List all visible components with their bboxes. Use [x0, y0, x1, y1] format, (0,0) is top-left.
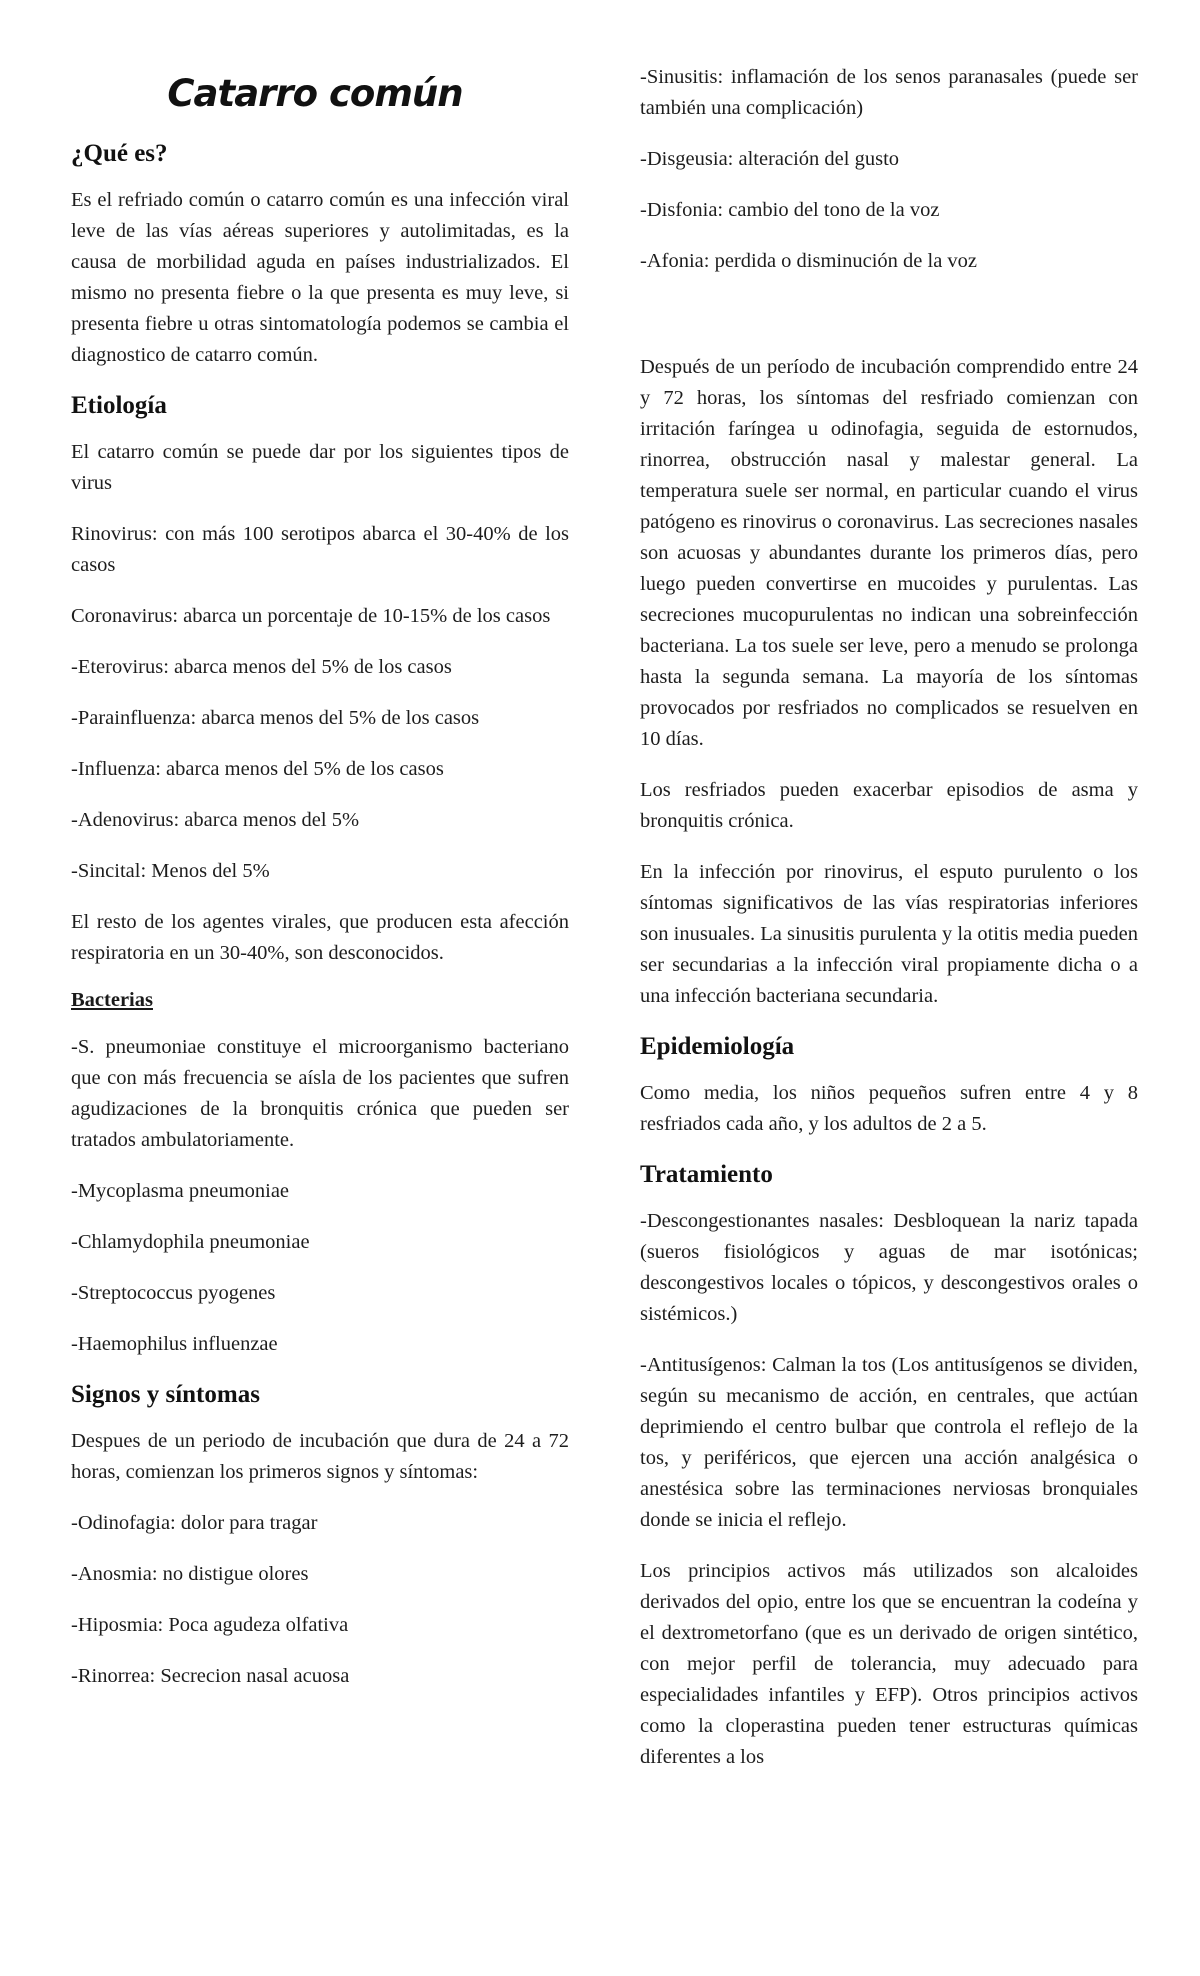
paragraph-signs-intro: Despues de un periodo de incubación que dura de 24 a 72 horas, comienzan los primeros signos y síntomas:: [71, 1430, 569, 1483]
section-heading-signs: Signos y síntomas: [71, 1381, 260, 1408]
right-column: [640, 62, 1138, 1793]
paragraph-epidemiology: Como media, los niños pequeños sufren entre 4 y 8 resfriados cada año, y los adultos de 2 a 5.: [640, 1082, 1138, 1135]
list-item-bacteria: -Chlamydophila pneumoniae: [71, 1231, 310, 1253]
list-item-treatment: -Antitusígenos: Calman la tos (Los antitusígenos se dividen, según su mecanismo de acción, en centrales, que actúan deprimiendo el centro bulbar que controla el reflejo de la tos, y periféricos, que ejercen una acción analgésica o anestésica sobre las terminaciones nerviosas bronquiales donde se inicia el reflejo.: [640, 1354, 1138, 1531]
list-item-bacteria: -Streptococcus pyogenes: [71, 1282, 276, 1304]
section-heading-etiology: Etiología: [71, 392, 167, 419]
paragraph-asthma: Los resfriados pueden exacerbar episodios de asma y bronquitis crónica.: [640, 779, 1138, 832]
section-heading-epidemiology: Epidemiología: [640, 1033, 795, 1060]
list-item-sign: -Rinorrea: Secrecion nasal acuosa: [71, 1665, 350, 1687]
spacer: [640, 297, 1138, 352]
list-item-sign: -Sinusitis: inflamación de los senos paranasales (puede ser también una complicación): [640, 66, 1138, 119]
paragraph-active-principles: Los principios activos más utilizados son alcaloides derivados del opio, entre los que se encuentran la codeína y el dextrometorfano (que es un derivado de origen sintético, con mejor perfil de tolerancia, muy adecuado para especialidades infantiles y EFP). Otros principios activos como la cloperastina pueden tener estructuras químicas diferentes a los: [640, 1560, 1138, 1768]
list-item-virus: Coronavirus: abarca un porcentaje de 10-15% de los casos: [71, 605, 551, 627]
list-item-bacteria: -Haemophilus influenzae: [71, 1333, 278, 1355]
paragraph-virus-rest: El resto de los agentes virales, que producen esta afección respiratoria en un 30-40%, son desconocidos.: [71, 911, 569, 964]
paragraph-etiology-intro: El catarro común se puede dar por los siguientes tipos de virus: [71, 441, 569, 494]
list-item-virus: Rinovirus: con más 100 serotipos abarca el 30-40% de los casos: [71, 523, 569, 576]
paragraph-what: Es el refriado común o catarro común es una infección viral leve de las vías aéreas superiores y autolimitadas, es la causa de morbilidad aguda en países industrializados. El mismo no presenta fiebre o la que presenta es muy leve, si presenta fiebre u otras sintomatología podemos se cambia el diagnostico de catarro común.: [71, 189, 569, 366]
list-item-virus: -Sincital: Menos del 5%: [71, 860, 270, 882]
list-item-virus: -Parainfluenza: abarca menos del 5% de los casos: [71, 707, 480, 729]
subheading-bacteria: Bacterias: [71, 989, 153, 1011]
list-item-sign: -Hiposmia: Poca agudeza olfativa: [71, 1614, 349, 1636]
page-title: Catarro común: [167, 72, 463, 115]
list-item-sign: -Odinofagia: dolor para tragar: [71, 1512, 318, 1534]
section-heading-what: ¿Qué es?: [71, 140, 168, 167]
paragraph-rhinovirus: En la infección por rinovirus, el esputo purulento o los síntomas significativos de las vías respiratorias inferiores son inusuales. La sinusitis purulenta y la otitis media pueden ser secundarias a la infección viral propiamente dicha o a una infección bacteriana secundaria.: [640, 861, 1138, 1007]
list-item-sign: -Anosmia: no distigue olores: [71, 1563, 309, 1585]
list-item-virus: -Eterovirus: abarca menos del 5% de los casos: [71, 656, 452, 678]
list-item-treatment: -Descongestionantes nasales: Desbloquean la nariz tapada (sueros fisiológicos y aguas de mar isotónicas; descongestivos locales o tópicos, y descongestivos orales o sistémicos.): [640, 1210, 1138, 1325]
list-item-virus: -Adenovirus: abarca menos del 5%: [71, 809, 360, 831]
left-column: [71, 62, 569, 1712]
paragraph-incubation: Después de un período de incubación comprendido entre 24 y 72 horas, los síntomas del resfriado comienzan con irritación faríngea u odinofagia, seguida de estornudos, rinorrea, obstrucción nasal y malestar general. La temperatura suele ser normal, en particular cuando el virus patógeno es rinovirus o coronavirus. Las secreciones nasales son acuosas y abundantes durante los primeros días, pero luego pueden convertirse en mucoides y purulentas. Las secreciones mucopurulentas no indican una sobreinfección bacteriana. La tos suele ser leve, pero a menudo se prolonga hasta la segunda semana. La mayoría de los síntomas provocados por resfriados no complicados se resuelven en 10 días.: [640, 356, 1138, 750]
list-item-bacteria: -Mycoplasma pneumoniae: [71, 1180, 290, 1202]
section-heading-treatment: Tratamiento: [640, 1161, 773, 1188]
list-item-virus: -Influenza: abarca menos del 5% de los casos: [71, 758, 444, 780]
list-item-bacteria: -S. pneumoniae constituye el microorganismo bacteriano que con más frecuencia se aísla de los pacientes que sufren agudizaciones de la bronquitis crónica que pueden ser tratados ambulatoriamente.: [71, 1036, 569, 1151]
list-item-sign: -Disgeusia: alteración del gusto: [640, 148, 900, 170]
list-item-sign: -Afonia: perdida o disminución de la voz: [640, 250, 978, 272]
list-item-sign: -Disfonia: cambio del tono de la voz: [640, 199, 940, 221]
